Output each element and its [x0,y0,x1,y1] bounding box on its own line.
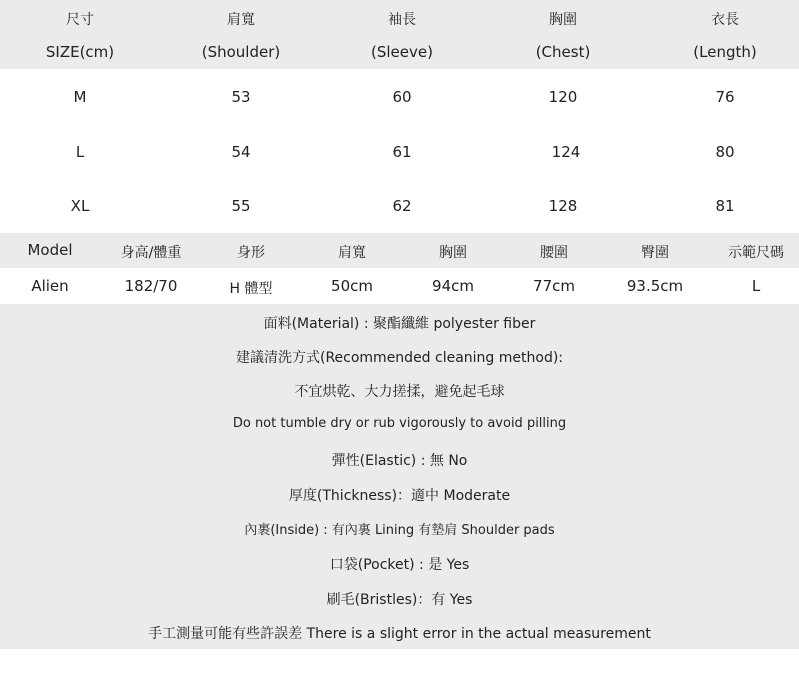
header-length-en: (Length) [693,43,757,61]
length-value: 76 [715,88,735,106]
bristles-note: 刷毛(Bristles)：有 Yes [326,592,473,608]
model-waist: 77cm [533,277,575,295]
model-header-shoulder: 肩寬 [338,245,366,261]
size-label: XL [70,197,90,215]
header-length-zh: 衣長 [711,12,739,28]
model-header-body-type: 身形 [237,245,265,261]
model-shoulder: 50cm [331,277,373,295]
table-row [0,179,799,233]
chest-value: 128 [548,197,578,215]
header-chest-zh: 胸圍 [549,12,577,28]
thickness-note: 厚度(Thickness)：適中 Moderate [288,488,511,504]
header-size-zh: 尺寸 [66,12,94,28]
header-chest-en: (Chest) [535,43,591,61]
header-shoulder-zh: 肩寬 [227,12,255,28]
material-note: 面料(Material) : 聚酯纖維 polyester fiber [263,316,536,332]
model-body-type: H 體型 [229,281,273,297]
header-sleeve-zh: 袖長 [388,12,416,28]
cleaning-method-note: 建議清洗方式(Recommended cleaning method): [235,350,564,366]
model-header-size: 示範尺碼 [728,245,784,261]
cleaning-instruction-en: Do not tumble dry or rub vigorously to avoid pilling [232,416,567,431]
model-height-weight: 182/70 [124,277,178,295]
shoulder-value: 55 [231,197,251,215]
cleaning-instruction-zh: 不宜烘乾、大力搓揉，避免起毛球 [294,384,505,400]
sleeve-value: 60 [392,88,412,106]
shoulder-value: 54 [231,143,251,161]
table-row [0,69,799,124]
inside-note: 內裹(Inside) : 有內裏 Lining 有墊肩 Shoulder pads [244,523,555,538]
header-size-en: SIZE(cm) [45,43,115,61]
size-label: L [75,143,85,161]
header-shoulder-en: (Shoulder) [201,43,281,61]
size-table-header [0,0,799,69]
size-label: M [73,88,87,106]
length-value: 80 [715,143,735,161]
elastic-note: 彈性(Elastic) : 無 No [331,453,468,469]
sleeve-value: 61 [392,143,412,161]
model-row [0,268,799,304]
product-notes [0,304,799,649]
model-size: L [751,277,761,295]
measurement-error-note: 手工測量可能有些許誤差 There is a slight error in the actual measurement [148,626,651,642]
model-hip: 93.5cm [626,277,684,295]
model-header-height-weight: 身高/體重 [120,245,182,261]
pocket-note: 口袋(Pocket) : 是 Yes [329,557,470,573]
model-header-hip: 臀圍 [641,245,669,261]
table-row [0,124,799,179]
model-header-chest: 胸圍 [439,245,467,261]
length-value: 81 [715,197,735,215]
model-table-header [0,233,799,268]
model-header-waist: 腰圍 [540,245,568,261]
shoulder-value: 53 [231,88,251,106]
chest-value: 124 [551,143,581,161]
chest-value: 120 [548,88,578,106]
header-sleeve-en: (Sleeve) [371,43,433,61]
model-header-name: Model [27,241,73,259]
sleeve-value: 62 [392,197,412,215]
model-chest: 94cm [432,277,474,295]
model-name: Alien [31,277,69,295]
